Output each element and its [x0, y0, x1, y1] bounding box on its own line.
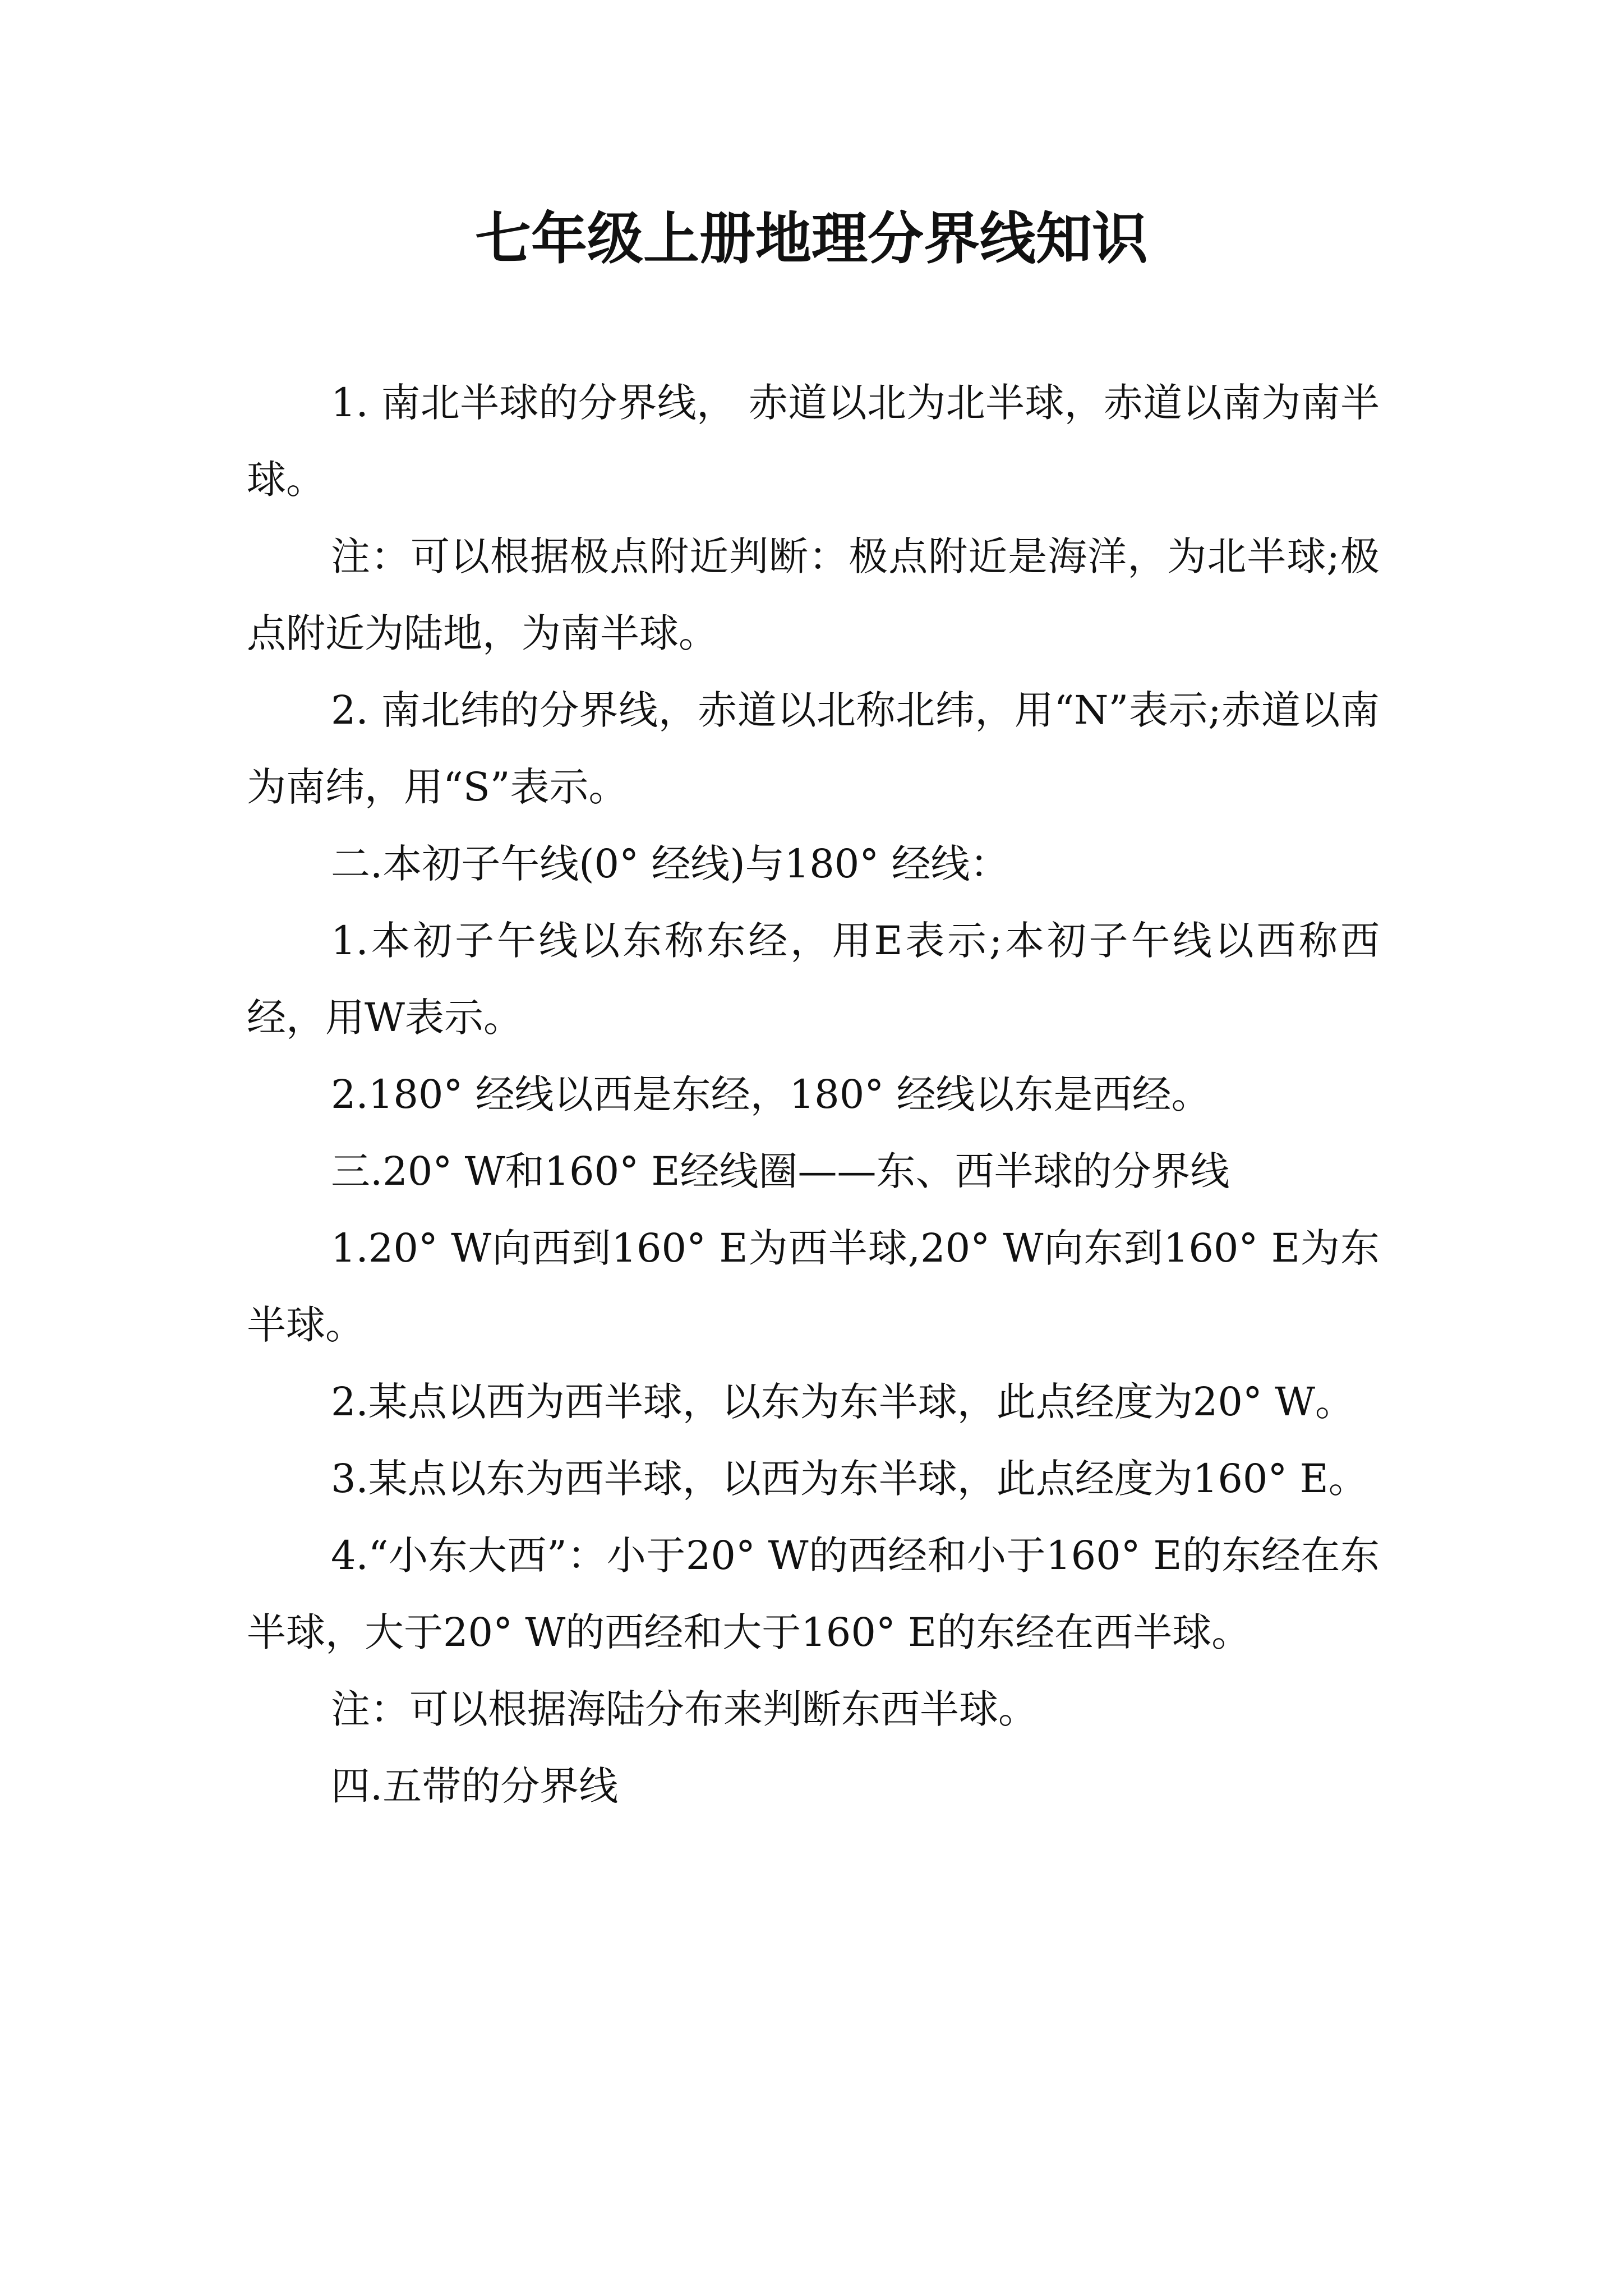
paragraph-3: 2. 南北纬的分界线，赤道以北称北纬，用“N”表示;赤道以南为南纬，用“S”表示。 [247, 687, 1380, 810]
document-body [247, 365, 1380, 1825]
paragraph-5: 1.本初子午线以东称东经，用E表示;本初子午线以西称西经，用W表示。 [247, 918, 1380, 1041]
paragraph-10: 3.某点以东为西半球，以西为东半球，此点经度为160° E。 [331, 1456, 1368, 1502]
paragraph-2: 注：可以根据极点附近判断：极点附近是海洋，为北半球;极点附近为陆地，为南半球。 [247, 533, 1380, 656]
paragraph-7: 三.20° W和160° E经线圈——东、西半球的分界线 [331, 1148, 1230, 1194]
paragraph-11: 4.“小东大西”：小于20° W的西经和小于160° E的东经在东半球，大于20° W的西经和大于160° E的东经在西半球。 [247, 1533, 1380, 1655]
paragraph-12: 注：可以根据海陆分布来判断东西半球。 [331, 1686, 1038, 1732]
paragraph-8: 1.20° W向西到160° E为西半球,20° W向东到160° E为东半球。 [247, 1225, 1380, 1348]
paragraph-13: 四.五带的分界线 [331, 1763, 619, 1809]
paragraph-9: 2.某点以西为西半球，以东为东半球，此点经度为20° W。 [331, 1379, 1355, 1425]
document-title: 七年级上册地理分界线知识 [475, 205, 1148, 272]
paragraph-4: 二.本初子午线(0° 经线)与180° 经线： [331, 841, 1009, 887]
paragraph-6: 2.180° 经线以西是东经，180° 经线以东是西经。 [331, 1071, 1211, 1117]
paragraph-1: 1. 南北半球的分界线， 赤道以北为北半球，赤道以南为南半球。 [247, 380, 1380, 503]
